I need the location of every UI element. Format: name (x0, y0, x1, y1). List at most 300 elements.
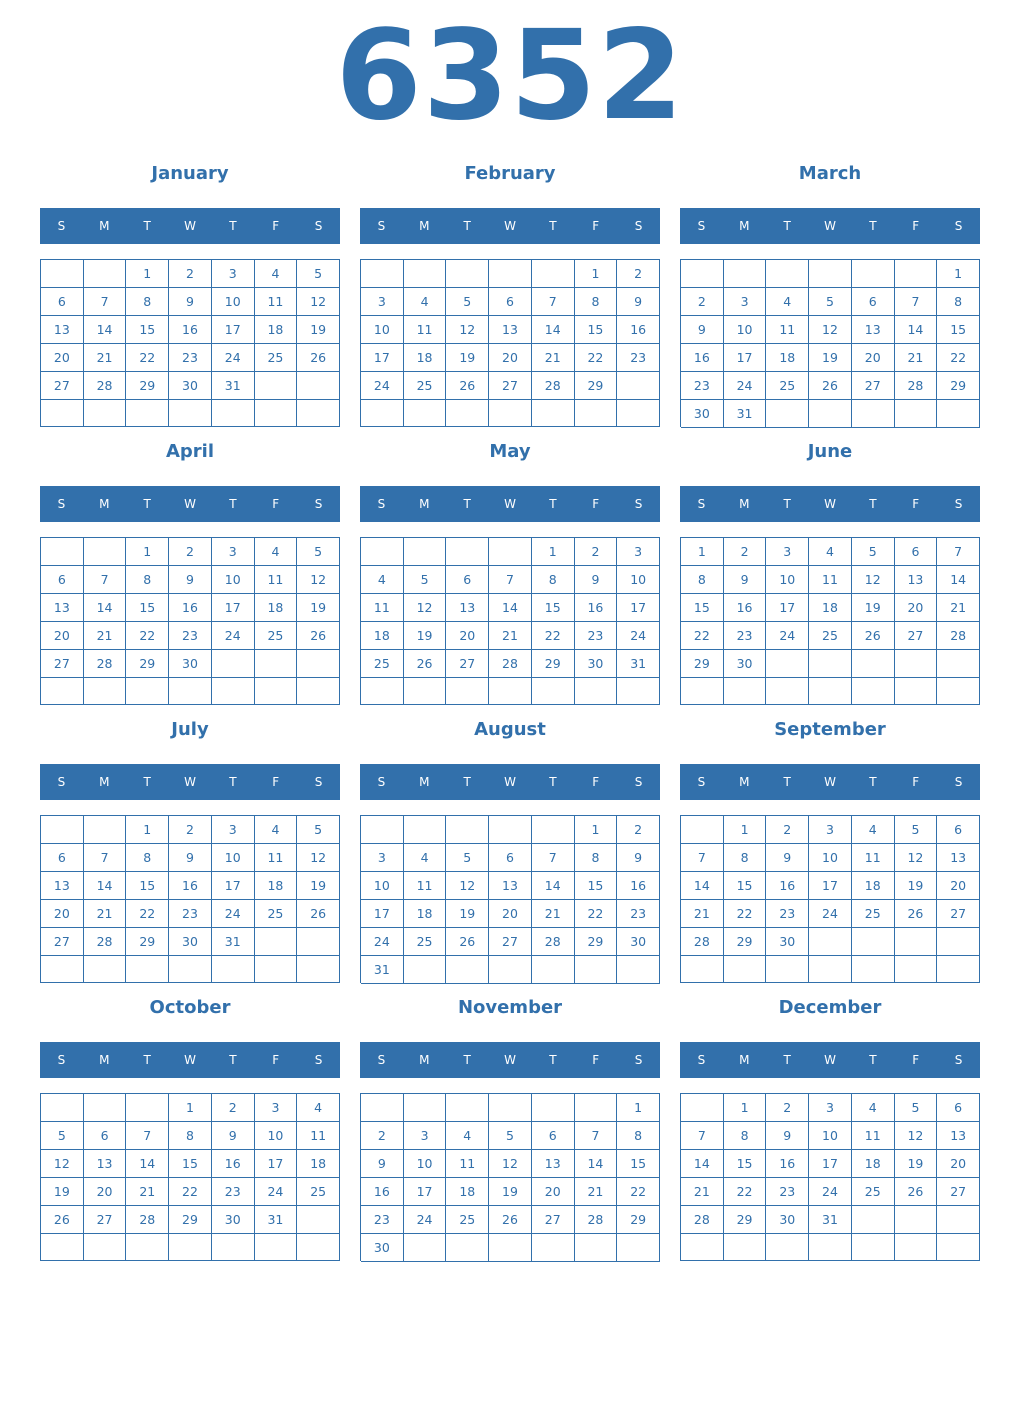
day-cell: 23 (681, 372, 724, 400)
day-cell: 11 (404, 316, 447, 344)
day-cell: 29 (126, 650, 169, 678)
weekday-label: T (783, 1053, 791, 1067)
day-cell: 5 (446, 844, 489, 872)
day-cell: 25 (255, 900, 298, 928)
day-cell: 30 (361, 1234, 404, 1262)
month-title: October (149, 997, 231, 1018)
day-cell: 14 (126, 1150, 169, 1178)
day-cell: 16 (169, 316, 212, 344)
day-cell: 18 (255, 316, 298, 344)
empty-cell (361, 678, 404, 705)
day-cell: 5 (297, 260, 340, 288)
weekday-label: S (954, 219, 963, 233)
day-cell: 17 (809, 872, 852, 900)
empty-cell (446, 678, 489, 705)
day-cell: 10 (617, 566, 660, 594)
empty-cell (809, 956, 852, 983)
weekday-label: F (592, 1053, 600, 1067)
month-title: September (774, 719, 886, 740)
day-cell: 25 (446, 1206, 489, 1234)
weekday-label: S (377, 497, 386, 511)
day-cell: 27 (489, 372, 532, 400)
weekday-header (680, 208, 980, 244)
empty-cell (446, 956, 489, 984)
empty-cell (681, 1094, 724, 1122)
empty-cell (489, 678, 532, 705)
day-cell: 15 (724, 872, 767, 900)
weekday-label: S (314, 219, 323, 233)
day-cell: 1 (532, 538, 575, 566)
day-cell: 15 (575, 316, 618, 344)
weekday-label: F (912, 497, 920, 511)
month-title: March (798, 163, 862, 184)
empty-cell (41, 400, 84, 427)
day-cell: 20 (446, 622, 489, 650)
empty-cell (84, 678, 127, 705)
day-cell: 24 (617, 622, 660, 650)
weekday-label: W (824, 775, 836, 789)
day-cell: 17 (361, 344, 404, 372)
day-cell: 31 (724, 400, 767, 428)
day-cell: 17 (809, 1150, 852, 1178)
month-title: February (464, 163, 556, 184)
day-cell: 22 (575, 900, 618, 928)
weekday-label: T (229, 1053, 237, 1067)
day-cell: 5 (297, 816, 340, 844)
empty-cell (575, 956, 618, 984)
weekday-header (680, 1042, 980, 1078)
day-cell: 19 (895, 1150, 938, 1178)
day-cell: 24 (724, 372, 767, 400)
weekday-label: S (57, 497, 66, 511)
weekday-label: M (739, 497, 750, 511)
day-cell: 20 (937, 872, 980, 900)
weekday-label: S (697, 775, 706, 789)
day-cell: 3 (809, 816, 852, 844)
empty-cell (937, 400, 980, 428)
month-title: November (457, 997, 563, 1018)
empty-cell (489, 400, 532, 427)
day-grid (360, 815, 660, 983)
weekday-label: M (99, 219, 110, 233)
empty-cell (255, 678, 298, 705)
day-cell: 4 (361, 566, 404, 594)
day-cell: 7 (84, 288, 127, 316)
day-cell: 2 (617, 260, 660, 288)
empty-cell (937, 1234, 980, 1261)
day-cell: 27 (41, 650, 84, 678)
empty-cell (532, 260, 575, 288)
day-grid (360, 1093, 660, 1261)
day-cell: 13 (489, 872, 532, 900)
day-cell: 2 (724, 538, 767, 566)
day-cell: 29 (681, 650, 724, 678)
weekday-label: W (504, 775, 516, 789)
empty-cell (852, 956, 895, 983)
empty-cell (937, 1206, 980, 1234)
day-cell: 6 (489, 288, 532, 316)
day-cell: 11 (809, 566, 852, 594)
empty-cell (41, 538, 84, 566)
weekday-label: F (272, 1053, 280, 1067)
empty-cell (446, 1094, 489, 1122)
weekday-label: S (954, 497, 963, 511)
day-cell: 19 (809, 344, 852, 372)
day-cell: 9 (169, 288, 212, 316)
weekday-label: W (184, 1053, 196, 1067)
weekday-header (360, 764, 660, 800)
empty-cell (297, 1234, 340, 1261)
day-cell: 21 (84, 344, 127, 372)
day-cell: 28 (84, 372, 127, 400)
empty-cell (852, 1206, 895, 1234)
empty-cell (212, 400, 255, 427)
day-cell: 5 (809, 288, 852, 316)
day-cell: 12 (809, 316, 852, 344)
weekday-label: W (184, 497, 196, 511)
day-cell: 23 (575, 622, 618, 650)
day-cell: 19 (297, 872, 340, 900)
day-cell: 12 (895, 844, 938, 872)
day-cell: 26 (41, 1206, 84, 1234)
day-cell: 15 (724, 1150, 767, 1178)
empty-cell (617, 956, 660, 984)
day-cell: 3 (617, 538, 660, 566)
day-cell: 10 (809, 844, 852, 872)
day-cell: 16 (724, 594, 767, 622)
empty-cell (41, 816, 84, 844)
day-cell: 21 (575, 1178, 618, 1206)
empty-cell (212, 650, 255, 678)
weekday-header (680, 764, 980, 800)
day-cell: 23 (169, 900, 212, 928)
day-cell: 6 (41, 566, 84, 594)
day-cell: 14 (681, 872, 724, 900)
day-cell: 14 (937, 566, 980, 594)
day-cell: 9 (617, 288, 660, 316)
month-title: August (474, 719, 546, 740)
empty-cell (297, 650, 340, 678)
empty-cell (446, 538, 489, 566)
empty-cell (255, 400, 298, 427)
empty-cell (84, 816, 127, 844)
day-cell: 13 (84, 1150, 127, 1178)
day-cell: 5 (489, 1122, 532, 1150)
weekday-label: T (463, 1053, 471, 1067)
day-cell: 7 (575, 1122, 618, 1150)
day-cell: 26 (895, 900, 938, 928)
day-cell: 6 (937, 816, 980, 844)
day-cell: 10 (404, 1150, 447, 1178)
day-cell: 11 (297, 1122, 340, 1150)
day-cell: 21 (126, 1178, 169, 1206)
empty-cell (681, 1234, 724, 1261)
day-cell: 4 (297, 1094, 340, 1122)
day-cell: 3 (361, 844, 404, 872)
empty-cell (446, 260, 489, 288)
weekday-label: W (504, 219, 516, 233)
day-cell: 3 (212, 260, 255, 288)
day-cell: 31 (212, 372, 255, 400)
day-cell: 5 (404, 566, 447, 594)
weekday-label: S (954, 775, 963, 789)
day-cell: 9 (617, 844, 660, 872)
empty-cell (809, 650, 852, 678)
day-cell: 10 (724, 316, 767, 344)
empty-cell (212, 1234, 255, 1261)
day-cell: 14 (532, 872, 575, 900)
day-cell: 24 (361, 372, 404, 400)
day-cell: 17 (404, 1178, 447, 1206)
empty-cell (617, 372, 660, 400)
weekday-label: T (463, 775, 471, 789)
day-cell: 1 (126, 816, 169, 844)
day-cell: 5 (852, 538, 895, 566)
empty-cell (937, 650, 980, 678)
empty-cell (937, 678, 980, 705)
day-cell: 20 (41, 900, 84, 928)
day-cell: 4 (852, 816, 895, 844)
day-cell: 12 (446, 316, 489, 344)
empty-cell (895, 956, 938, 983)
empty-cell (489, 1234, 532, 1262)
day-cell: 25 (404, 372, 447, 400)
day-cell: 17 (212, 594, 255, 622)
empty-cell (895, 400, 938, 428)
weekday-label: F (912, 775, 920, 789)
day-cell: 21 (532, 344, 575, 372)
weekday-label: S (314, 497, 323, 511)
empty-cell (126, 400, 169, 427)
day-cell: 8 (126, 288, 169, 316)
day-cell: 18 (852, 1150, 895, 1178)
empty-cell (532, 1094, 575, 1122)
empty-cell (41, 678, 84, 705)
empty-cell (446, 816, 489, 844)
weekday-label: F (272, 775, 280, 789)
day-cell: 26 (895, 1178, 938, 1206)
day-cell: 10 (255, 1122, 298, 1150)
day-grid (680, 259, 980, 427)
day-cell: 24 (766, 622, 809, 650)
day-cell: 8 (724, 844, 767, 872)
empty-cell (255, 650, 298, 678)
day-cell: 16 (617, 872, 660, 900)
weekday-label: M (739, 1053, 750, 1067)
weekday-label: S (697, 219, 706, 233)
day-cell: 20 (41, 622, 84, 650)
day-cell: 13 (852, 316, 895, 344)
day-cell: 4 (404, 288, 447, 316)
day-cell: 27 (937, 1178, 980, 1206)
day-cell: 17 (766, 594, 809, 622)
weekday-label: M (419, 1053, 430, 1067)
day-cell: 11 (255, 288, 298, 316)
weekday-label: T (783, 775, 791, 789)
day-cell: 11 (404, 872, 447, 900)
weekday-label: S (634, 219, 643, 233)
empty-cell (297, 400, 340, 427)
day-grid (680, 537, 980, 705)
empty-cell (84, 538, 127, 566)
empty-cell (489, 1094, 532, 1122)
empty-cell (255, 928, 298, 956)
day-cell: 2 (575, 538, 618, 566)
day-cell: 25 (361, 650, 404, 678)
empty-cell (489, 538, 532, 566)
day-cell: 18 (852, 872, 895, 900)
day-cell: 8 (575, 288, 618, 316)
weekday-label: T (869, 1053, 877, 1067)
day-cell: 17 (361, 900, 404, 928)
empty-cell (766, 1234, 809, 1261)
empty-cell (255, 1234, 298, 1261)
day-cell: 9 (681, 316, 724, 344)
empty-cell (255, 956, 298, 983)
day-cell: 22 (617, 1178, 660, 1206)
day-cell: 26 (404, 650, 447, 678)
day-cell: 10 (212, 288, 255, 316)
weekday-label: S (57, 775, 66, 789)
empty-cell (895, 678, 938, 705)
weekday-label: M (419, 497, 430, 511)
day-cell: 24 (212, 622, 255, 650)
weekday-header (40, 764, 340, 800)
empty-cell (575, 1094, 618, 1122)
day-cell: 15 (681, 594, 724, 622)
day-cell: 7 (84, 566, 127, 594)
day-cell: 13 (41, 316, 84, 344)
day-cell: 1 (575, 816, 618, 844)
day-cell: 24 (404, 1206, 447, 1234)
weekday-label: T (229, 497, 237, 511)
empty-cell (169, 1234, 212, 1261)
day-cell: 28 (126, 1206, 169, 1234)
empty-cell (575, 400, 618, 427)
empty-cell (681, 956, 724, 983)
day-cell: 28 (532, 928, 575, 956)
weekday-label: S (377, 775, 386, 789)
day-cell: 16 (361, 1178, 404, 1206)
day-cell: 7 (681, 844, 724, 872)
day-cell: 27 (41, 372, 84, 400)
day-cell: 9 (169, 844, 212, 872)
empty-cell (895, 650, 938, 678)
day-cell: 8 (169, 1122, 212, 1150)
day-cell: 25 (852, 900, 895, 928)
day-cell: 14 (532, 316, 575, 344)
weekday-header (40, 1042, 340, 1078)
empty-cell (532, 816, 575, 844)
empty-cell (84, 1234, 127, 1261)
day-cell: 25 (809, 622, 852, 650)
weekday-label: S (634, 775, 643, 789)
empty-cell (937, 928, 980, 956)
day-cell: 30 (575, 650, 618, 678)
day-cell: 4 (255, 538, 298, 566)
empty-cell (575, 678, 618, 705)
day-cell: 21 (681, 1178, 724, 1206)
day-cell: 22 (937, 344, 980, 372)
day-cell: 24 (255, 1178, 298, 1206)
empty-cell (84, 956, 127, 983)
day-cell: 10 (212, 844, 255, 872)
day-cell: 1 (126, 260, 169, 288)
empty-cell (169, 678, 212, 705)
day-cell: 6 (84, 1122, 127, 1150)
weekday-label: W (504, 497, 516, 511)
empty-cell (255, 372, 298, 400)
weekday-header (40, 208, 340, 244)
day-cell: 16 (169, 872, 212, 900)
weekday-label: M (99, 1053, 110, 1067)
day-cell: 25 (255, 622, 298, 650)
day-cell: 24 (809, 1178, 852, 1206)
day-cell: 4 (446, 1122, 489, 1150)
day-cell: 18 (766, 344, 809, 372)
empty-cell (297, 1206, 340, 1234)
empty-cell (126, 678, 169, 705)
day-cell: 29 (575, 928, 618, 956)
day-cell: 8 (617, 1122, 660, 1150)
day-grid (680, 1093, 980, 1261)
day-cell: 19 (895, 872, 938, 900)
day-cell: 17 (724, 344, 767, 372)
weekday-label: W (184, 219, 196, 233)
day-cell: 7 (937, 538, 980, 566)
day-cell: 16 (766, 1150, 809, 1178)
day-cell: 28 (895, 372, 938, 400)
day-cell: 16 (212, 1150, 255, 1178)
weekday-label: S (697, 497, 706, 511)
day-cell: 4 (852, 1094, 895, 1122)
day-cell: 28 (84, 928, 127, 956)
weekday-label: S (377, 219, 386, 233)
empty-cell (766, 956, 809, 983)
empty-cell (809, 928, 852, 956)
day-cell: 31 (255, 1206, 298, 1234)
day-cell: 21 (489, 622, 532, 650)
day-cell: 6 (852, 288, 895, 316)
weekday-label: W (824, 1053, 836, 1067)
day-cell: 7 (126, 1122, 169, 1150)
day-cell: 3 (404, 1122, 447, 1150)
day-cell: 11 (446, 1150, 489, 1178)
empty-cell (297, 928, 340, 956)
day-cell: 26 (297, 344, 340, 372)
day-cell: 1 (126, 538, 169, 566)
day-cell: 29 (126, 372, 169, 400)
day-cell: 6 (489, 844, 532, 872)
month-title: April (165, 441, 215, 462)
day-cell: 2 (169, 538, 212, 566)
day-cell: 14 (84, 594, 127, 622)
weekday-label: T (143, 775, 151, 789)
empty-cell (361, 1094, 404, 1122)
weekday-label: F (592, 497, 600, 511)
empty-cell (532, 1234, 575, 1262)
day-cell: 22 (126, 900, 169, 928)
weekday-label: T (143, 1053, 151, 1067)
empty-cell (852, 928, 895, 956)
day-cell: 7 (681, 1122, 724, 1150)
empty-cell (41, 260, 84, 288)
day-cell: 21 (681, 900, 724, 928)
empty-cell (404, 678, 447, 705)
day-cell: 20 (489, 900, 532, 928)
empty-cell (724, 260, 767, 288)
day-cell: 25 (852, 1178, 895, 1206)
